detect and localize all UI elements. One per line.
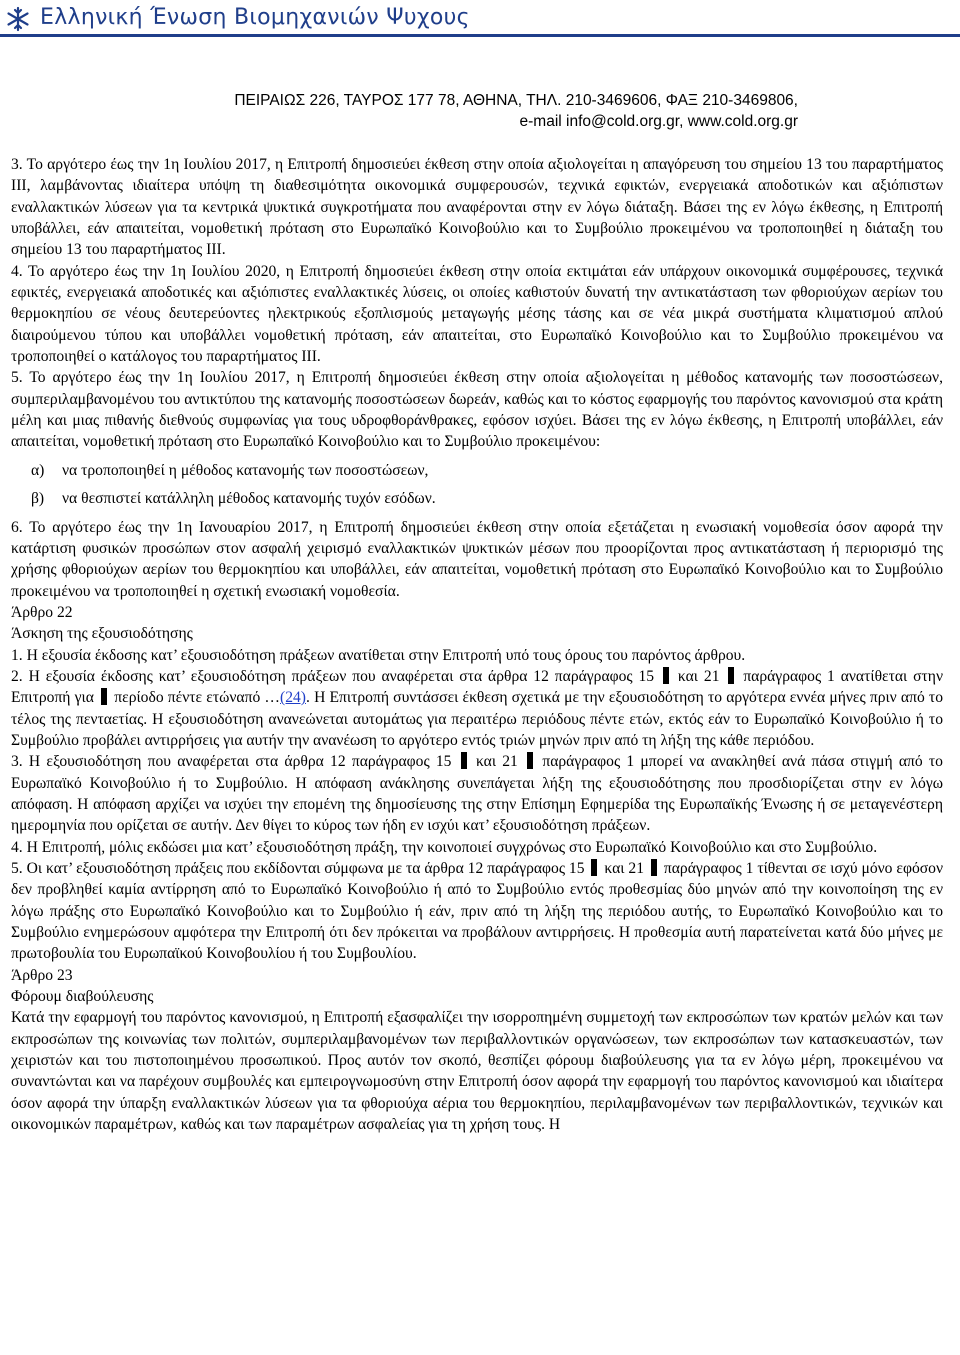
article-22-para-1: 1. Η εξουσία έκδοσης κατ’ εξουσιοδότηση πράξεων ανατίθεται στην Επιτροπή υπό τους όρους του παρόντος άρθρου. xyxy=(11,646,746,664)
redaction-mark xyxy=(728,667,734,684)
article-22-heading: Άρθρο 22 xyxy=(11,603,73,621)
list-item: α) να τροποποιηθεί η μέθοδος κατανομής των ποσοστώσεων, xyxy=(31,461,429,479)
document-body xyxy=(11,154,943,1135)
article-22-para-4: 4. Η Επιτροπή, μόλις εκδώσει μια κατ’ εξουσιοδότηση πράξη, την κοινοποιεί συγχρόνως στο Ευρωπαϊκό Κοινοβούλιο και στο Συμβούλιο. xyxy=(11,838,878,856)
redaction-mark xyxy=(663,667,669,684)
article-22-para-5: 5. Οι κατ’ εξουσιοδότηση πράξεις που εκδίδονται σύμφωνα με τα άρθρα 12 παράγραφος 15 και 21 παράγραφος 1 τίθενται σε ισχύ μόνο εφόσον δεν προβληθεί καμία αντίρρηση από το Ευρωπαϊκό Κοινοβούλιο ή από το Συμβούλιο εντός προθεσμίας δύο μηνών από την κοινοποίηση της εν λόγω πράξης στο Ευρωπαϊκό Κοινοβούλιο και το Συμβούλιο ή εάν, πριν από τη λήξη της περιόδου αυτής, το Ευρωπαϊκό Κοινοβούλιο και το Συμβούλιο ενημερώσουν αμφότερα την Επιτροπή ότι δεν πρόκειται να προβάλουν αντιρρήσεις. Η προθεσμία αυτή παρατείνεται κατά δύο μήνες με πρωτοβουλία του Ευρωπαϊκού Κοινοβουλίου ή του Συμβουλίου. xyxy=(11,860,944,963)
paragraph-3: 3. Το αργότερο έως την 1η Ιουλίου 2017, η Επιτροπή δημοσιεύει έκθεση στην οποία αξιολογείται η απαγόρευση του σημείου 13 του παραρτήματος ΙΙΙ, λαμβάνοντας ιδιαίτερα υπόψη τη διαθεσιμότητα οικονομικά συμφερουσών, τεχνικά εφικτών, ενεργειακά αποδοτικών και αξιόπιστων εναλλακτικών λύσεων για τα κεντρικά ψυκτικά συγκροτήματα που αναφέρονται στην εν λόγω διάταξη. Βάσει της εν λόγω έκθεσης, η Επιτροπή υποβάλλει, εάν απαιτείται, νομοθετική πρόταση στο Ευρωπαϊκό Κοινοβούλιο και το Συμβούλιο προκειμένου να τροποποιηθεί η διάταξη του σημείου 13 του παραρτήματος ΙΙΙ. xyxy=(11,156,943,259)
article-23-heading: Άρθρο 23 xyxy=(11,966,73,984)
redaction-mark xyxy=(461,752,467,769)
letterhead xyxy=(0,0,960,40)
redaction-mark xyxy=(651,859,657,876)
contact-line: e-mail info@cold.org.gr, www.cold.org.gr xyxy=(519,113,798,130)
snowflake-icon xyxy=(5,6,31,32)
paragraph-6: 6. Το αργότερο έως την 1η Ιανουαρίου 2017, η Επιτροπή δημοσιεύει έκθεση στην οποία εξετάζεται η ενωσιακή νομοθεσία όσον αφορά την κατάρτιση φυσικών προσώπων στον ασφαλή χειρισμό εναλλακτικών ψυκτικών μέσων που προορίζονται προς αντικατάσταση ή περιορισμό της χρήσης φθοριούχων αερίων του θερμοκηπίου και υποβάλλει, εάν απαιτείται, νομοθετική πρόταση στο Ευρωπαϊκό Κοινοβούλιο και το Συμβούλιο προκειμένου να τροποποιηθεί η σχετική ενωσιακή νομοθεσία. xyxy=(11,518,943,600)
list-item: β) να θεσπιστεί κατάλληλη μέθοδος κατανομής τυχόν εσόδων. xyxy=(31,490,436,508)
article-23-para-1: Κατά την εφαρμογή του παρόντος κανονισμού, η Επιτροπή εξασφαλίζει την ισορροπημένη συμμετοχή των εκπροσώπων των κρατών μελών και των εκπροσώπων της κοινωνίας των πολιτών, συμπεριλαμβανομένων των περιβαλλοντικών οργανώσεων, των εκπροσώπων των κατασκευαστών, των χειριστών και του πιστοποιημένου προσωπικού. Προς αυτόν τον σκοπό, θεσπίζει φόρουμ διαβούλευσης για τα εν λόγω μέρη, προκειμένου να συναντώνται και να παρέχουν συμβουλές και εμπειρογνωμοσύνη στην Επιτροπή όσον αφορά την εφαρμογή του παρόντος κανονισμού και ιδιαίτερα όσον αφορά την ύπαρξη εναλλακτικών λύσεων για τα φθοριούχα αέρια του θερμοκηπίου, περιλαμβανομένων των περιβαλλοντικών, τεχνικών και οικονομικών παραμέτρων, καθώς και των παραμέτρων ασφαλείας για τη χρήση τους. Η xyxy=(11,1009,943,1134)
redaction-mark xyxy=(591,859,597,876)
address-block xyxy=(234,90,798,132)
article-22-title: Άσκηση της εξουσιοδότησης xyxy=(11,625,193,643)
article-22-para-3: 3. Η εξουσιοδότηση που αναφέρεται στα άρθρα 12 παράγραφος 15 και 21 παράγραφος 1 μπορεί να ανακληθεί ανά πάσα στιγμή από το Ευρωπαϊκό Κοινοβούλιο ή το Συμβούλιο. Η απόφαση ανάκλησης συνεπάγεται λήξη της εξουσιοδότησης που προσδιορίζεται στην εν λόγω απόφαση. Η απόφαση αρχίζει να ισχύει την επομένη της δημοσίευσης της στην Επίσημη Εφημερίδα της Ευρωπαϊκής Ένωσης ή σε μεταγενέστερη ημερομηνία που ορίζεται σε αυτήν. Δεν θίγει το κύρος των ήδη εν ισχύι κατ’ εξουσιοδότηση πράξεων. xyxy=(11,753,943,835)
redaction-mark xyxy=(527,752,533,769)
article-22-para-2: 2. Η εξουσία έκδοσης κατ’ εξουσιοδότηση πράξεων που αναφέρεται στα άρθρα 12 παράγραφος 15 και 21 παράγραφος 1 ανατίθεται στην Επιτροπή για περίοδο πέντε ετώναπό …(24). Η Επιτροπή συντάσσει έκθεση σχετικά με την εξουσιοδότηση το αργότερα εννέα μήνες πριν από το τέλος της πενταετίας. Η εξουσιοδότηση ανανεώνεται αυτομάτως για περαιτέρω περιόδους πέντε ετών, εκτός εάν το Ευρωπαϊκό Κοινοβούλιο ή το Συμβούλιο προβάλει αντιρρήσεις για αυτήν την ανανέωση το αργότερο εντός τριών μηνών πριν από τη λήξη της κάθε περιόδου. xyxy=(11,667,943,749)
redaction-mark xyxy=(101,688,107,705)
organization-name: Ελληνική Ένωση Βιομηχανιών Ψυχους xyxy=(40,5,470,30)
article-23-title: Φόρουμ διαβούλευσης xyxy=(11,988,154,1006)
paragraph-4: 4. Το αργότερο έως την 1η Ιουλίου 2020, η Επιτροπή δημοσιεύει έκθεση στην οποία εκτιμάται εάν υπάρχουν οικονομικά συμφέρουσες, τεχνικά εφικτές, ενεργειακά αποδοτικές και αξιόπιστες εναλλακτικές λύσεις, οι οποίες καθιστούν δυνατή την αντικατάσταση των φθοριούχων αερίων του θερμοκηπίου σε νέους δευτερεύοντες ηλεκτρικούς εξοπλισμούς μεταγωγής μέσης τάσης και σε νέα μικρά συστήματα κλιματισμού απλού διαιρούμενου τύπου και υποβάλλει νομοθετική πρόταση, εάν απαιτείται, στο Ευρωπαϊκό Κοινοβούλιο και το Συμβούλιο προκειμένου να τροποποιηθεί ο κατάλογος του παραρτήματος ΙΙΙ. xyxy=(11,262,943,366)
paragraph-5: 5. Το αργότερο έως την 1η Ιουλίου 2017, η Επιτροπή δημοσιεύει έκθεση στην οποία αξιολογείται η μέθοδος κατανομής των ποσοστώσεων, συμπεριλαμβανομένου του αντικτύπου της κατανομής ποσοστώσεων δωρεάν, καθώς και το κόστος εφαρμογής του παρόντος κανονισμού στα κράτη μέλη και μιας πιθανής διεθνούς συμφωνίας για τους υδροφθοράνθρακες, εφόσον ισχύει. Βάσει της εν λόγω έκθεσης, η Επιτροπή υποβάλλει, εάν απαιτείται, νομοθετική πρόταση στο Ευρωπαϊκό Κοινοβούλιο και το Συμβούλιο προκειμένου: xyxy=(11,369,943,451)
address-line: ΠΕΙΡΑΙΩΣ 226, ΤΑΥΡΟΣ 177 78, ΑΘΗΝΑ, ΤΗΛ. 210-3469606, ΦΑΞ 210-3469806, xyxy=(234,92,798,109)
letterhead-rule xyxy=(0,34,960,37)
footnote-link[interactable]: (24) xyxy=(280,689,306,707)
